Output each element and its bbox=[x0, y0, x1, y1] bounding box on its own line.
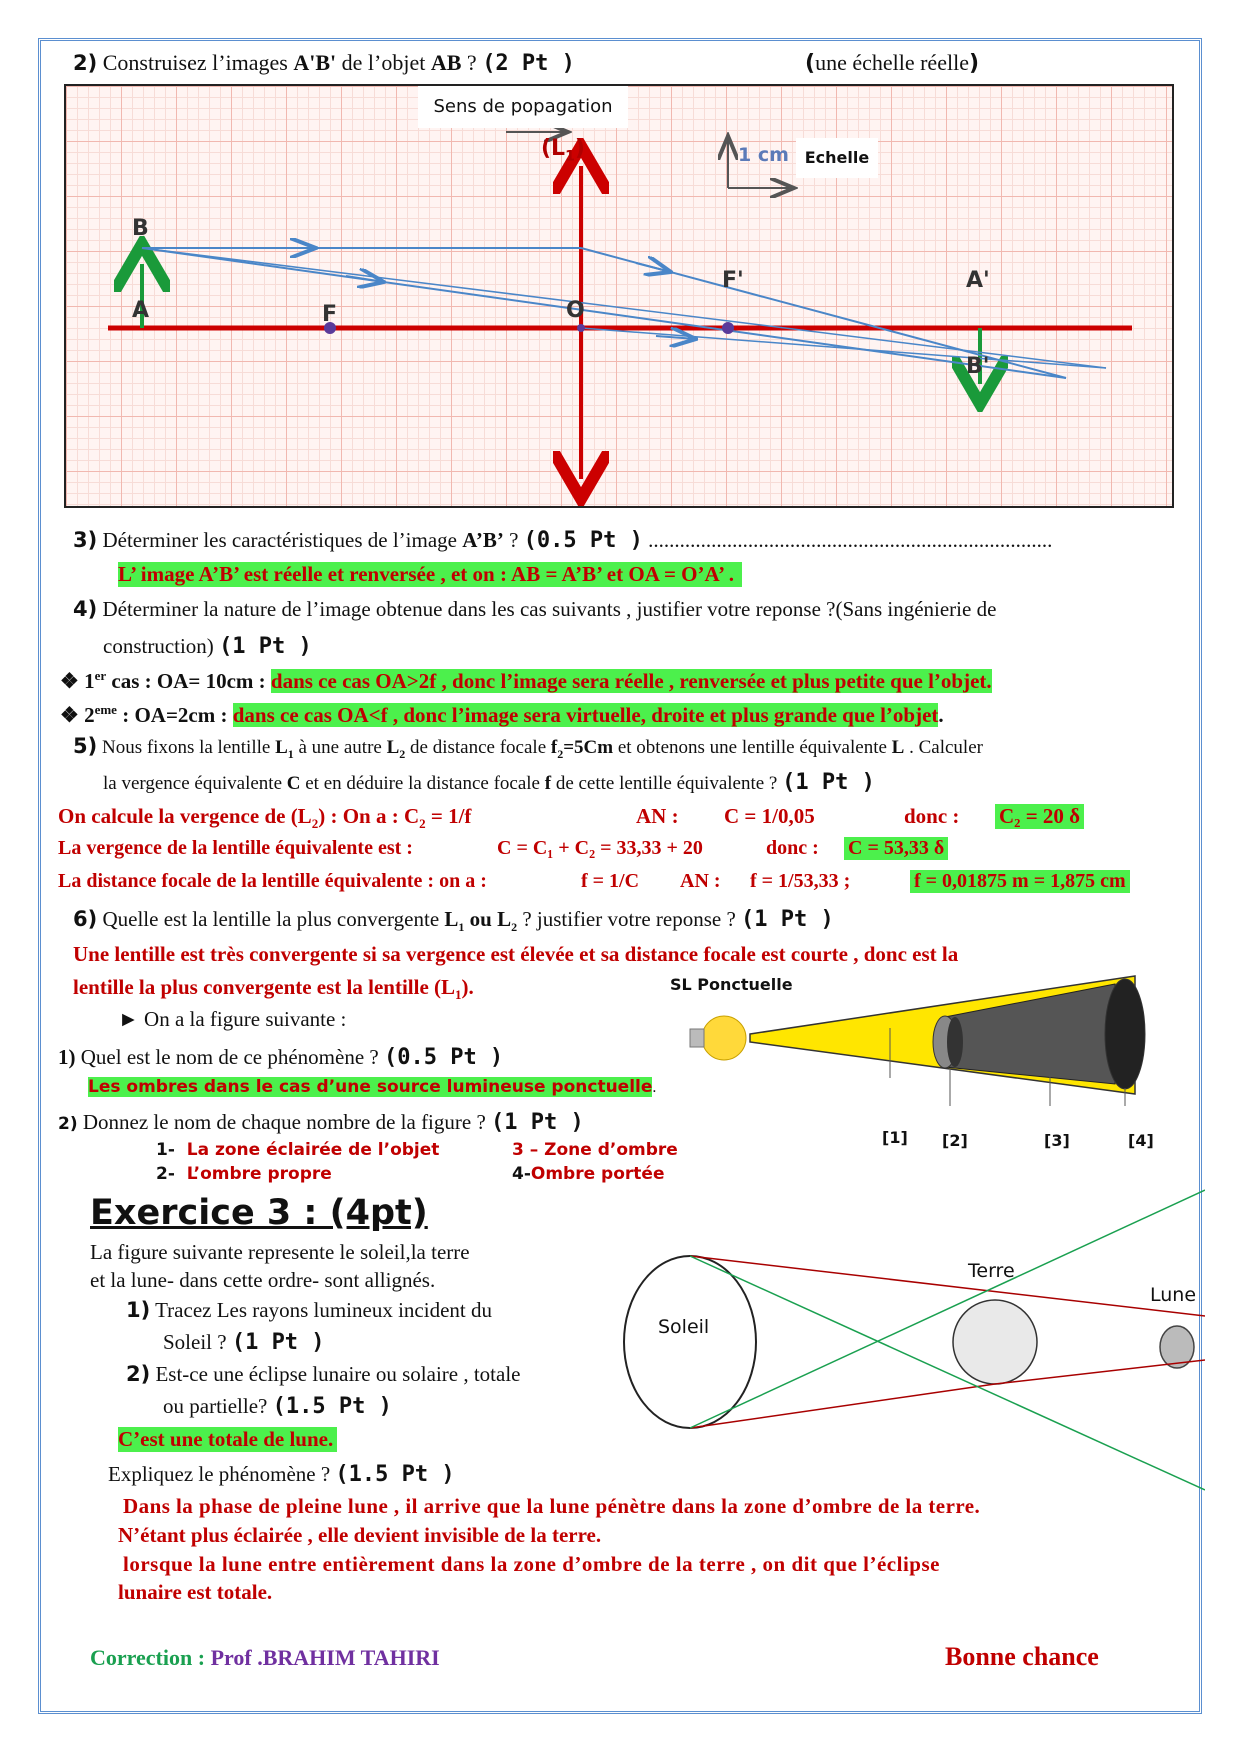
footer-bonne-chance: Bonne chance bbox=[945, 1642, 1099, 1671]
lens-sub: 2 bbox=[399, 746, 406, 761]
question-text: Soleil ? bbox=[163, 1330, 232, 1354]
ex3-question-1-cont bbox=[163, 1330, 325, 1355]
explanation-line-4: lunaire est totale. bbox=[118, 1580, 273, 1604]
scale-note-text: une échelle réelle bbox=[815, 50, 969, 75]
explanation-line-1: Dans la phase de pleine lune , il arrive que la lune pénètre dans la zone d’ombre de la terre. bbox=[123, 1494, 981, 1518]
exercise-3-title: Exercice 3 : (4pt) bbox=[90, 1193, 428, 1233]
period: . bbox=[938, 703, 944, 727]
question-6 bbox=[73, 907, 834, 935]
point-f-prime: F' bbox=[722, 268, 744, 293]
marker-4: [4] bbox=[1128, 1131, 1154, 1150]
moon-label: Lune bbox=[1150, 1284, 1197, 1306]
case-1-answer: dans ce cas OA>2f , donc l’image sera réelle , renversée et plus petite que l’objet. bbox=[270, 669, 992, 693]
point-a: A bbox=[132, 298, 150, 323]
answer-f: f = 0,01875 m = 1,875 cm bbox=[910, 870, 1130, 893]
lens-diagram bbox=[64, 84, 1174, 508]
marker-3: [3] bbox=[1044, 1131, 1070, 1150]
item-number: 3 – bbox=[512, 1140, 539, 1160]
lens-label bbox=[541, 136, 585, 164]
period: . bbox=[652, 1079, 657, 1096]
answer-q6-line1: Une lentille est très convergente si sa vergence est élevée et sa distance focale est courte , donc est la bbox=[73, 942, 959, 966]
question-3 bbox=[73, 528, 1052, 553]
item-number: 4- bbox=[512, 1164, 531, 1184]
item-label: Ombre portée bbox=[530, 1164, 665, 1184]
answer-q5-line3: La distance focale de la lentille équivalente : on a : bbox=[58, 870, 487, 892]
bullet-icon: ❖ bbox=[60, 669, 79, 693]
question-text: Expliquez le phénomène ? bbox=[108, 1462, 336, 1486]
ray-through-center bbox=[142, 248, 1066, 378]
ray-penumbra-a bbox=[690, 1256, 1205, 1490]
ray-penumbra-b bbox=[690, 1190, 1205, 1428]
answer-calc: C = C₁ + C₂ = 33,33 + 20 bbox=[497, 837, 703, 859]
question-text: et obtenons une lentille équivalente bbox=[613, 737, 892, 758]
points: (1 Pt ) bbox=[219, 634, 312, 659]
answer-c2: C₂ = 20 δ bbox=[995, 804, 1084, 829]
case-sup: er bbox=[94, 668, 107, 683]
question-text: ? justifier votre reponse ? bbox=[517, 907, 742, 931]
points: (1.5 Pt ) bbox=[272, 1394, 392, 1419]
question-text: Quel est le nom de ce phénomène ? bbox=[80, 1045, 384, 1069]
case-label: 2 bbox=[78, 703, 95, 727]
question-text: Donnez le nom de chaque nombre de la figure ? bbox=[77, 1110, 492, 1134]
image-label: A’B’ bbox=[462, 528, 504, 552]
point-b-prime: B' bbox=[966, 354, 990, 379]
question-number: 2) bbox=[126, 1362, 151, 1386]
case-label: cas : OA= 10cm : bbox=[106, 669, 271, 693]
explanation-line-3: lorsque la lune entre entièrement dans la zone d’ombre de la terre , on dit que l’éclipse bbox=[123, 1552, 940, 1576]
answer-sub: 1 bbox=[455, 987, 462, 1003]
question-text: . Calculer bbox=[904, 737, 983, 758]
shadow-answer-1 bbox=[88, 1077, 656, 1097]
ex3-answer-2: C’est une totale de lune. bbox=[118, 1427, 337, 1452]
eclipse-figure bbox=[620, 1180, 1205, 1510]
optical-center bbox=[577, 324, 585, 332]
case-label: : OA=2cm : bbox=[116, 703, 233, 727]
question-text: de cette lentille équivalente ? bbox=[551, 773, 783, 794]
item-label: L’ombre propre bbox=[186, 1164, 332, 1184]
question-text: de distance focale bbox=[405, 737, 551, 758]
footer-prof: Prof .BRAHIM TAHIRI bbox=[210, 1645, 440, 1670]
question-4-cont bbox=[103, 634, 312, 659]
points: (1 Pt ) bbox=[782, 770, 875, 795]
ex3-question-3 bbox=[108, 1462, 455, 1487]
question-2 bbox=[73, 50, 575, 76]
lens-name: L bbox=[275, 737, 288, 758]
question-number: 1) bbox=[126, 1298, 151, 1322]
question-text: Déterminer la nature de l’image obtenue dans les cas suivants , justifier votre reponse ?(Sans ingénierie de bbox=[102, 597, 997, 621]
item-label: La zone éclairée de l’objet bbox=[186, 1140, 440, 1160]
footer-credit bbox=[90, 1645, 440, 1671]
object-disc-shadow bbox=[947, 1017, 963, 1067]
scale-label: Echelle bbox=[796, 138, 878, 178]
focus-f-prime bbox=[722, 322, 734, 334]
lens-name: L bbox=[497, 907, 512, 931]
screen-shadow bbox=[1105, 979, 1145, 1089]
ex3-question-2-cont bbox=[163, 1394, 392, 1419]
lens-diagram-svg bbox=[66, 86, 1172, 506]
focal-name: f bbox=[544, 773, 552, 794]
question-4 bbox=[73, 597, 996, 622]
question-text: Construisez l’images bbox=[102, 50, 294, 75]
answer-calc: C = 1/0,05 bbox=[724, 804, 815, 828]
item-number: 2- bbox=[156, 1164, 175, 1184]
answer-donc: donc : bbox=[766, 837, 819, 859]
points: (1 Pt ) bbox=[231, 1330, 325, 1355]
figure-intro: ► On a la figure suivante : bbox=[118, 1007, 347, 1031]
lens-sub: 2 bbox=[511, 920, 518, 935]
answer-donc: donc : bbox=[904, 804, 960, 828]
points: (2 Pt ) bbox=[482, 51, 575, 76]
case-label: 1 bbox=[78, 669, 95, 693]
question-text: Nous fixons la lentille bbox=[101, 737, 276, 758]
points: (1.5 Pt ) bbox=[335, 1462, 455, 1487]
answer-dots: ............................................................................. bbox=[642, 528, 1053, 552]
question-text: Déterminer les caractéristiques de l’image bbox=[102, 528, 463, 552]
lens-name: L bbox=[444, 907, 459, 931]
focal-sub: 2 bbox=[557, 746, 564, 761]
answer-sub: 2 bbox=[311, 816, 319, 832]
scale-note bbox=[805, 50, 979, 76]
question-number: 5) bbox=[73, 734, 98, 758]
lens-sub: 1 bbox=[458, 920, 465, 935]
answer-calc: f = 1/C bbox=[581, 870, 640, 892]
answer-sub: 2 bbox=[419, 816, 426, 832]
ex3-question-1 bbox=[126, 1298, 492, 1323]
question-text: et en déduire la distance focale bbox=[300, 773, 545, 794]
scale-value: 1 cm bbox=[738, 144, 789, 166]
answer-q5-line2: La vergence de la lentille équivalente est : bbox=[58, 837, 413, 859]
answer-q3: L’ image A’B’ est réelle et renversée , et on : AB = A’B’ et OA = O’A’ . bbox=[118, 562, 742, 587]
earth-label: Terre bbox=[968, 1260, 1015, 1282]
answer-q5-line1 bbox=[58, 804, 471, 832]
lens-label-end: ) bbox=[574, 136, 585, 161]
answer-text: Les ombres dans le cas d’une source lumineuse ponctuelle bbox=[88, 1077, 653, 1097]
question-number: 4) bbox=[73, 597, 98, 621]
points: (0.5 Pt ) bbox=[523, 528, 643, 553]
marker-1: [1] bbox=[882, 1128, 908, 1147]
case-2-answer: dans ce cas OA<f , donc l’image sera virtuelle, droite et plus grande que l’objet bbox=[232, 703, 939, 727]
question-text: la vergence équivalente bbox=[103, 773, 287, 794]
point-b: B bbox=[132, 216, 149, 241]
lens-label-text: (L bbox=[541, 136, 566, 161]
label-item-3 bbox=[512, 1140, 678, 1160]
question-text: à une autre bbox=[293, 737, 387, 758]
propagation-label: Sens de popagation bbox=[418, 86, 628, 128]
question-text: construction) bbox=[103, 634, 220, 658]
lens-name: L bbox=[386, 737, 400, 758]
label-item-2 bbox=[156, 1164, 332, 1184]
answer-text: On calcule la vergence de (L bbox=[58, 804, 312, 828]
question-number: 2) bbox=[73, 51, 98, 75]
question-text: Quelle est la lentille la plus convergente bbox=[102, 907, 445, 931]
bulb-icon bbox=[702, 1016, 746, 1060]
ex3-question-2 bbox=[126, 1362, 521, 1387]
answer-an: AN : bbox=[680, 870, 721, 892]
object-label: AB bbox=[430, 50, 462, 75]
question-5 bbox=[73, 734, 983, 762]
shadow-question-1 bbox=[58, 1045, 503, 1070]
label-item-1 bbox=[156, 1140, 439, 1160]
question-5-cont bbox=[103, 770, 875, 795]
question-number: 6) bbox=[73, 907, 98, 931]
answer-q6-line2 bbox=[73, 975, 474, 1003]
sun-disc bbox=[624, 1256, 756, 1428]
bullet-icon: ❖ bbox=[60, 703, 79, 727]
answer-text: ) : On a : C bbox=[318, 804, 420, 828]
answer-text: = 1/f bbox=[425, 804, 472, 828]
lens-sub: 1 bbox=[287, 746, 294, 761]
point-f: F bbox=[322, 302, 338, 327]
point-o: O bbox=[566, 298, 585, 323]
question-text: de l’objet bbox=[336, 50, 431, 75]
question-text: Est-ce une éclipse lunaire ou solaire , totale bbox=[155, 1362, 521, 1386]
lens-label-sub: 1 bbox=[565, 148, 575, 165]
answer-c: C = 53,33 δ bbox=[844, 837, 948, 860]
question-number: 2) bbox=[58, 1114, 78, 1134]
exercise-3-intro: et la lune- dans cette ordre- sont allignés. bbox=[90, 1268, 436, 1292]
answer-text: ). bbox=[461, 975, 474, 999]
paren: ) bbox=[968, 51, 980, 76]
shadow-figure bbox=[680, 966, 1160, 1126]
ray-umbra-top bbox=[690, 1256, 1205, 1316]
ray-arrow bbox=[636, 263, 671, 272]
image-label: A'B' bbox=[293, 50, 337, 75]
points: (1 Pt ) bbox=[741, 907, 834, 932]
sun-label: Soleil bbox=[658, 1316, 710, 1338]
answer-calc: f = 1/53,33 ; bbox=[750, 870, 851, 892]
question-text: Tracez Les rayons lumineux incident du bbox=[155, 1298, 492, 1322]
points: (1 Pt ) bbox=[491, 1110, 584, 1135]
ou: ou bbox=[464, 907, 498, 931]
item-number: 1- bbox=[156, 1140, 175, 1160]
vergence-name: C bbox=[286, 773, 301, 794]
lens-name: L bbox=[891, 737, 905, 758]
case-sup: eme bbox=[94, 702, 117, 717]
point-a-prime: A' bbox=[966, 268, 990, 293]
question-text: ? bbox=[461, 50, 483, 75]
question-number: 1) bbox=[58, 1045, 76, 1069]
question-text: ? bbox=[503, 528, 524, 552]
question-text: ou partielle? bbox=[163, 1394, 273, 1418]
case-1 bbox=[60, 668, 992, 694]
focal-name: f bbox=[550, 737, 558, 758]
focal-value: =5Cm bbox=[563, 737, 614, 758]
ray-extra bbox=[142, 248, 1106, 368]
shadow-question-2 bbox=[58, 1110, 584, 1135]
explanation-line-2: N’étant plus éclairée , elle devient invisible de la terre. bbox=[118, 1523, 602, 1547]
answer-an: AN : bbox=[636, 804, 679, 828]
exercise-3-intro: La figure suivante represente le soleil,la terre bbox=[90, 1240, 470, 1264]
points: (0.5 Pt ) bbox=[383, 1045, 504, 1070]
marker-2: [2] bbox=[942, 1131, 968, 1150]
case-2 bbox=[60, 702, 944, 728]
ray-extra bbox=[581, 328, 1106, 368]
earth-disc bbox=[953, 1300, 1037, 1384]
source-label: SL Ponctuelle bbox=[670, 975, 793, 994]
footer-correction: Correction : bbox=[90, 1645, 211, 1670]
item-label: Zone d’ombre bbox=[544, 1140, 678, 1160]
bulb-base-icon bbox=[690, 1029, 704, 1047]
question-number: 3) bbox=[73, 528, 98, 552]
paren: ( bbox=[805, 51, 816, 76]
answer-text: lentille la plus convergente est la lentille (L bbox=[73, 975, 456, 999]
